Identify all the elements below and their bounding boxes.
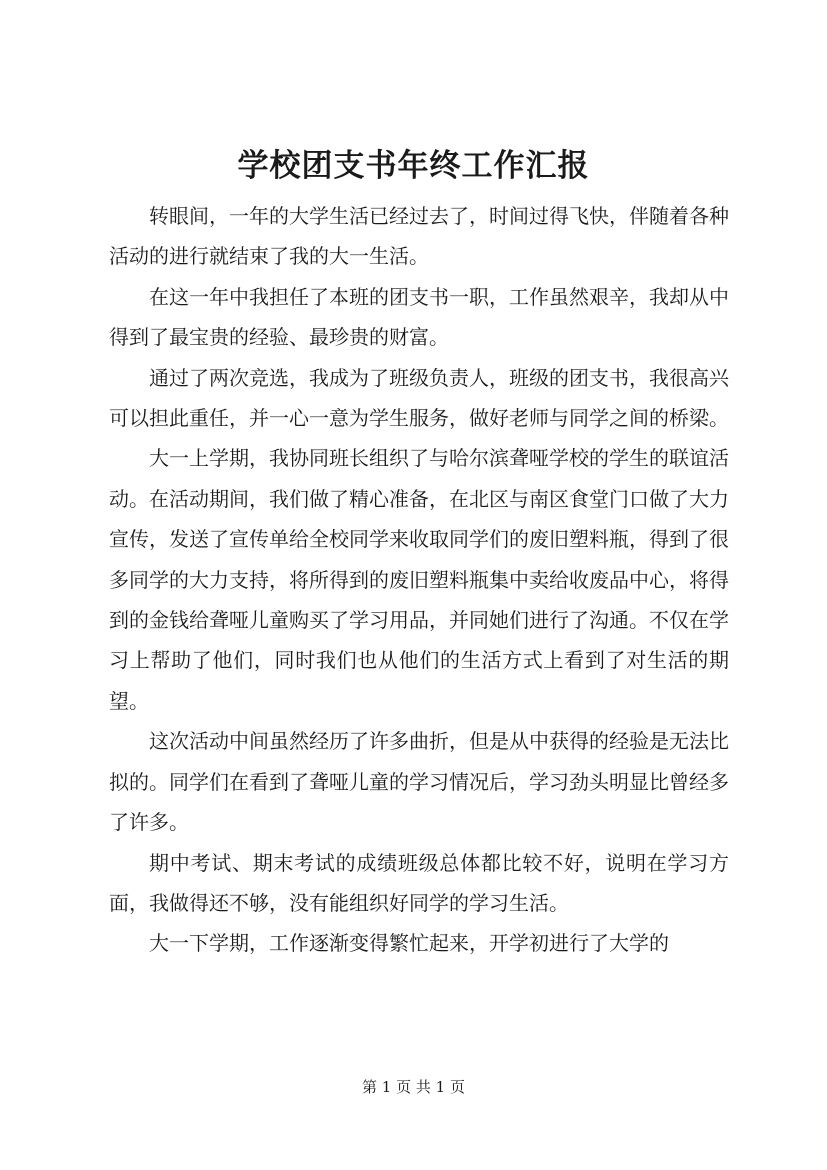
document-title: 学校团支书年终工作汇报 <box>237 148 590 184</box>
paragraph: 这次活动中间虽然经历了许多曲折，但是从中获得的经验是无法比拟的。同学们在看到了聋哑儿童的学习情况后，学习劲头明显比曾经多了许多。 <box>109 729 729 835</box>
paragraph: 期中考试、期末考试的成绩班级总体都比较不好，说明在学习方面，我做得还不够，没有能组织好同学的学习生活。 <box>109 850 729 915</box>
paragraph: 大一下学期，工作逐渐变得繁忙起来，开学初进行了大学的 <box>149 931 669 956</box>
paragraph: 通过了两次竞选，我成为了班级负责人，班级的团支书，我很高兴可以担此重任，并一心一意为学生服务，做好老师与同学之间的桥梁。 <box>109 365 729 431</box>
page-number-footer: 第 1 页 共 1 页 <box>362 1078 465 1096</box>
paragraph: 大一上学期，我协同班长组织了与哈尔滨聋哑学校的学生的联谊活动。在活动期间，我们做了精心准备，在北区与南区食堂门口做了大力宣传，发送了宣传单给全校同学来收取同学们的废旧塑料瓶，得到了很多同学的大力支持，将所得到的废旧塑料瓶集中卖给收废品中心，将得到的金钱给聋哑儿童购买了学习用品，并同她们进行了沟通。不仅在学习上帮助了他们，同时我们也从他们的生活方式上看到了对生活的期望。 <box>109 446 729 713</box>
paragraph: 转眼间，一年的大学生活已经过去了，时间过得飞快，伴随着各种活动的进行就结束了我的大一生活。 <box>109 204 729 269</box>
paragraph: 在这一年中我担任了本班的团支书一职，工作虽然艰辛，我却从中得到了最宝贵的经验、最珍贵的财富。 <box>109 284 729 350</box>
document-body <box>109 196 729 964</box>
